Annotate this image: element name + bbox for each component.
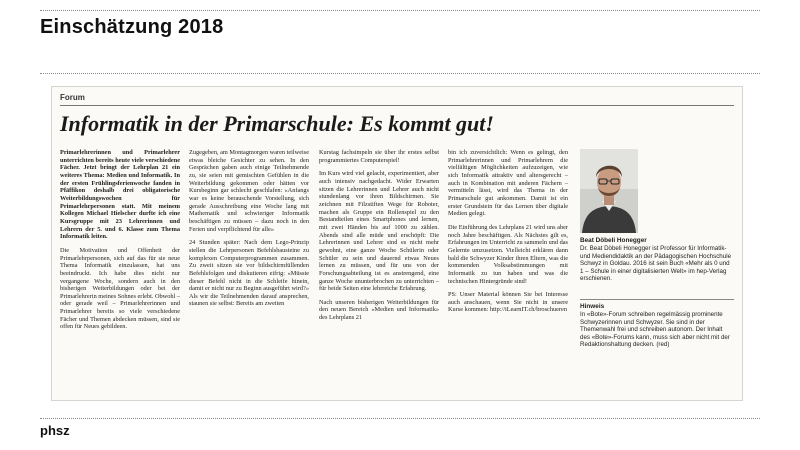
footer-divider [40,418,760,419]
article-paragraph: Nach unseren bisherigen Weiterbildungen für den neuen Bereich «Medien und Informatik» des Lehrplans 21 [319,298,439,322]
hinweis-title: Hinweis [580,303,605,310]
hinweis-text: In «Bote»-Forum schreiben regelmässig prominente Schwyzerinnen und Schwyzer. Sie sind in der Themenwahl frei und schreiben autonom. Der Inhalt des «Bote»-Forums kann, muss sich aber nicht mit der Redaktionshaltung decken. (red) [580,311,730,349]
article-paragraph: Zugegeben, am Montagmorgen waren teilweise etwas bleiche Gesichter zu sehen. In den Gesprächen gaben auch einige Teilnehmende zu, sie seien mit gemischten Gefühlen in die Weiterbildung gekommen oder hätten vor Kursbeginn gar schlecht geschlafen: «Anfangs war es keine berauschende Vorstellung, sich gerade Ausschreibung eine Woche lang mit Mathematik und schwieriger Informatik beschäftigen zu müssen – dazu noch in den Ferien und verpflichtend für alle» [189,149,310,233]
article-lead: Primarlehrerinnen und Primarlehrer unterrichten bereits heute viele verschiedene Fächer. Jetzt bringt der Lehrplan 21 ein weiteres Thema: Medien und Informatik. In der ersten Frühlingsferienwoche fanden in Pfäffikon deshalb drei obligatorische Weiterbildungswochen für Primarlehrpersonen statt. Mit meinem Kollegen Michael Hielscher durfte ich eine Kursgruppe mit 23 Lehrerinnen und Lehrern der 5. und 6. Klasse zum Thema Informatik leiten. [60,149,180,241]
author-bio: Dr. Beat Döbeli Honegger ist Professor für Informatik- und Mediendidaktik an der Pädagogischen Hochschule Schwyz in Goldau. 2016 ist sein Buch «Mehr als 0 und 1 – Schule in einer digitalisierten Welt» im hep-Verlag erschienen. [580,245,732,283]
article-rubric: Forum [60,93,85,102]
article-paragraph: Im Kurs wird viel gelacht, experimentiert, aber auch intensiv nachgedacht. Wider Erwarten sitzen die Lehrerinnen und Lehrer auch nicht stundenlang vor ihren Bildschirmen. Sie zeichnen mit Filzstiften Wege für Roboter, machen als Gruppe ein Rollenspiel zu den Bestandteilen eines Smartphones und lernen, mit zwei Händen bis auf 1000 zu zählen. Abends sind alle müde und erschöpft: Die Lehrerinnen und Lehrer sind es nicht mehr gewohnt, eine ganze Woche Schülerin oder Schüler zu sein und dauernd etwas Neues lernen zu müssen, und für uns von der Forschungsabteilung ist es anstrengend, eine ganze Woche ununterbrochen zu unterrichten – für beide Seiten eine lehrreiche Erfahrung. [319,170,439,293]
title-divider [40,73,760,74]
hinweis-divider [580,299,734,300]
author-caption: Beat Döbeli Honegger [580,237,647,244]
author-portrait-image [580,149,638,233]
article-paragraph: bin ich zuversichtlich: Wenn es gelingt, den Primarlehrerinnen und Primarlehrern die vielfältigen Möglichkeiten aufzuzeigen, wie sich Informatik attraktiv und altersgerecht – auch in Kombination mit anderen Fächern – vermitteln lässt, wird das Thema in der Primarschule gut ankommen. Damit ist ein erster Grundstein für das Lernen über digitale Medien gelegt. [448,149,568,218]
article-paragraph: Die Motivation und Offenheit der Primarlehrpersonen, sich auf das für sie neue Thema Informatik einzulassen, hat uns beeindruckt. Ich habe dies nicht nur vergangene Woche, sondern auch in den bisherigen Weiterbildungen oder bei der Primarlehrerin meines Sohnes erlebt. Obwohl – oder gerade weil – Primarlehrerinnen und Primarlehrer bereits so viele verschiedene Fächer und Themen abdecken müssen, sind sie offen für Neues gebildeen. [60,246,180,331]
slide-title: Einschätzung 2018 [40,16,224,38]
newspaper-clipping [52,87,742,400]
article-column-4 [448,149,568,320]
article-paragraph: PS: Unser Material können Sie bei Interesse auch anschauen, wenn Sie nicht in unsere Kurse kommen: http://iLearnIT.ch/broschueren [448,291,568,314]
article-column-3 [319,149,439,328]
article-headline: Informatik in der Primarschule: Es kommt gut! [60,111,494,136]
article-paragraph: Kurstag fachsimpeln sie über ihr erstes selbst programmiertes Computerspiel! [319,149,439,164]
article-column-1 [60,149,180,337]
article-paragraph: 24 Stunden später: Nach dem Lego-Prinzip stellen die Lehrpersonen Befehlsbausteine zu komplexen Computerprogrammen zusammen. Zu zweit sitzen sie vor bildschirmfüllenden Befehlsfolgen und diskutieren eifrig: «Müsste dieser Befehl nicht in die Schleife hinein, damit er nicht nur zu Beginn ausgeführt wird?» Als wir die Teilnehmenden darauf ansprechen, staunen sie selbst: Bereits am zweiten [189,239,309,308]
rubric-divider [60,105,734,106]
article-paragraph: Die Einführung des Lehrplans 21 wird uns aber noch Jahre beschäftigen. Als Nächstes gilt es, Erfahrungen im Unterricht zu sammeln und das Gelernte umzusetzen. Vielleicht erklären dann bald die Schwyzer Kinder ihren Eltern, was die kommenden Volksabstimmungen mit Informatik zu tun haben und was die technischen Hintergründe sind! [448,223,568,285]
footer-logo: phsz [40,423,70,438]
top-divider [40,10,760,11]
author-photo [580,149,638,233]
article-column-2 [189,149,309,314]
